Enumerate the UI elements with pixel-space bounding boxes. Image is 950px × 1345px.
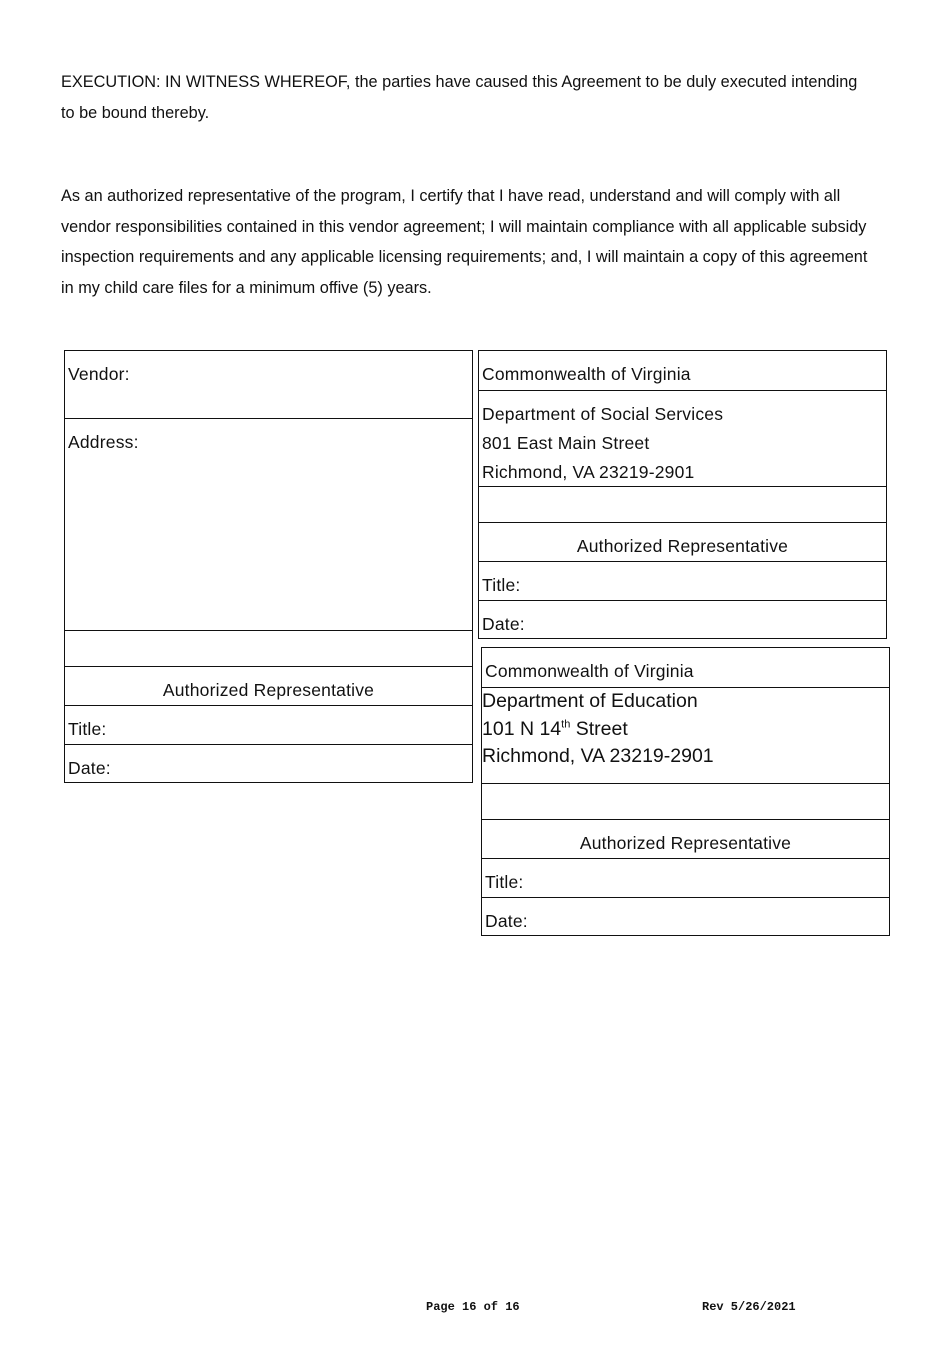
dss-signature-line[interactable] — [479, 486, 886, 522]
vendor-date-label: Date: — [68, 758, 111, 778]
doe-street-ordinal: th — [561, 718, 571, 730]
doe-title-row[interactable] — [482, 858, 889, 897]
doe-signature-block — [481, 647, 890, 936]
dss-authorized-rep-row — [479, 522, 886, 561]
vendor-row[interactable] — [65, 351, 472, 418]
dss-authorized-rep-label: Authorized Representative — [576, 536, 789, 556]
doe-date-label: Date: — [485, 911, 528, 931]
doe-street-number: 101 N 14 — [482, 717, 562, 740]
doe-date-row[interactable] — [482, 897, 889, 935]
address-label: Address: — [68, 432, 139, 452]
doe-signature-line[interactable] — [482, 783, 889, 819]
vendor-signature-line[interactable] — [65, 630, 472, 666]
dss-street: 801 East Main Street — [482, 433, 650, 453]
vendor-date-row[interactable] — [65, 744, 472, 782]
doe-title-label: Title: — [485, 872, 524, 892]
vendor-label: Vendor: — [68, 364, 130, 384]
doe-street-name: Street — [570, 717, 628, 740]
vendor-title-row[interactable] — [65, 705, 472, 744]
dss-city: Richmond, VA 23219-2901 — [482, 462, 695, 482]
doe-address-row — [482, 687, 889, 783]
doe-street — [482, 716, 714, 744]
doe-authorized-rep-label: Authorized Representative — [579, 833, 792, 853]
dss-title-row[interactable] — [479, 561, 886, 600]
doe-city: Richmond, VA 23219-2901 — [482, 745, 714, 767]
dss-department-name: Department of Social Services — [482, 404, 724, 424]
doe-commonwealth-label: Commonwealth of Virginia — [485, 661, 694, 681]
doe-department-name: Department of Education — [482, 690, 698, 712]
dss-address-row — [479, 390, 886, 486]
dss-date-row[interactable] — [479, 600, 886, 638]
vendor-signature-block — [64, 350, 473, 783]
dss-date-label: Date: — [482, 614, 525, 634]
dss-title-label: Title: — [482, 575, 521, 595]
dss-commonwealth-label: Commonwealth of Virginia — [482, 364, 691, 384]
dss-header-row — [479, 351, 886, 390]
revision-date: Rev 5/26/2021 — [702, 1300, 796, 1314]
certification-paragraph: As an authorized representative of the program, I certify that I have read, understand and will comply with all vendor responsibilities contained in this vendor agreement; I will maintain compliance with all applicable subsidy inspection requirements and any applicable licensing requirements; and, I will maintain a copy of this agreement in my child care files for a minimum offive (5) years. — [61, 187, 868, 297]
dss-signature-block — [478, 350, 887, 639]
address-row[interactable] — [65, 418, 472, 630]
execution-paragraph: EXECUTION: IN WITNESS WHEREOF, the parties have caused this Agreement to be duly executed intending to be bound thereby. — [61, 73, 858, 122]
doe-authorized-rep-row — [482, 819, 889, 858]
page-number: Page 16 of 16 — [426, 1300, 520, 1314]
vendor-title-label: Title: — [68, 719, 107, 739]
vendor-authorized-rep-row — [65, 666, 472, 705]
doe-header-row — [482, 648, 889, 687]
vendor-authorized-rep-label: Authorized Representative — [162, 680, 375, 700]
